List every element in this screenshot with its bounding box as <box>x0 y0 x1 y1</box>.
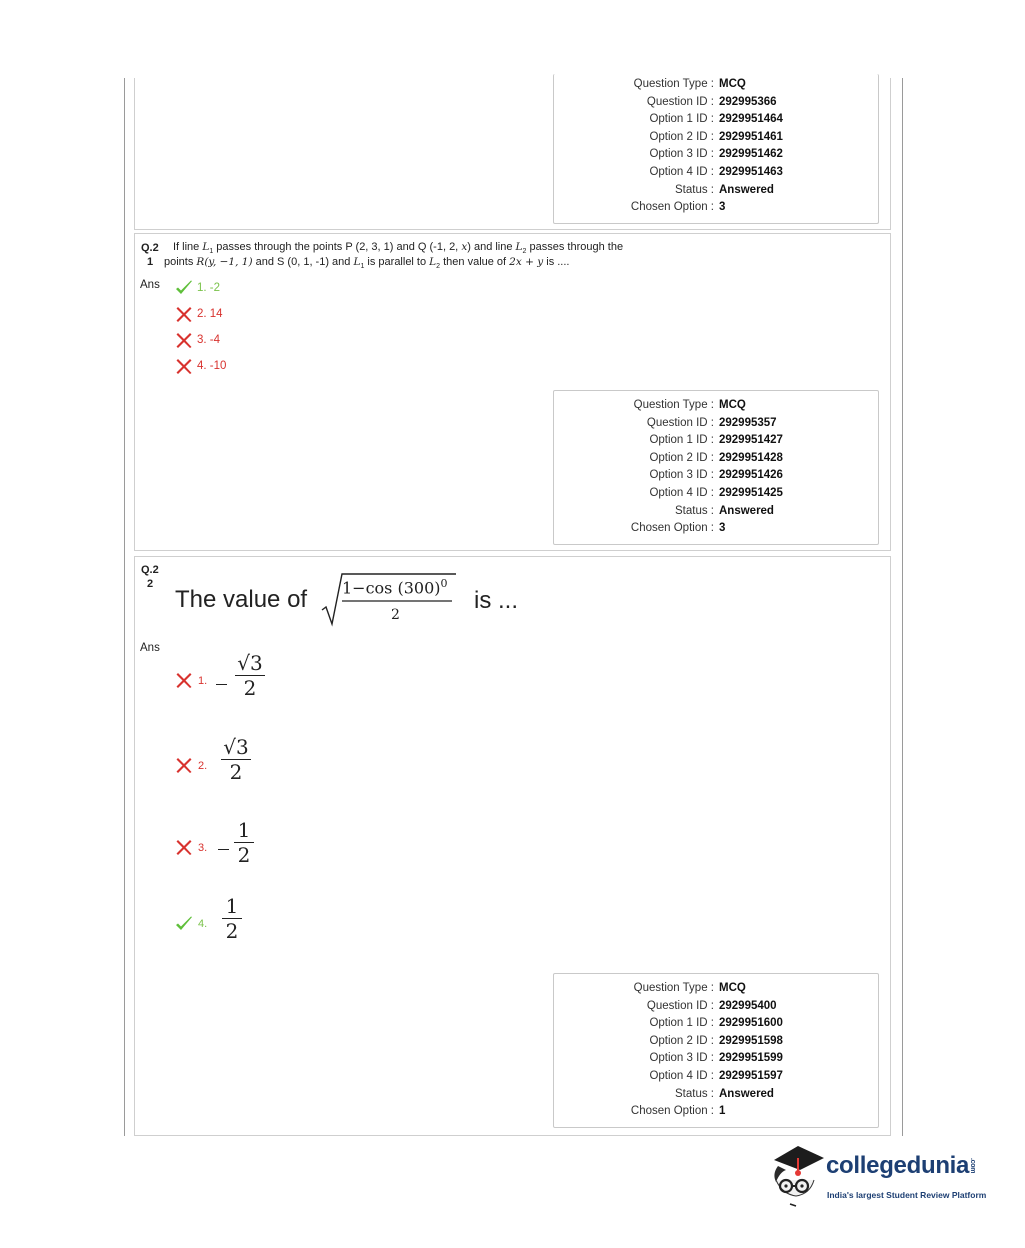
cross-icon <box>175 756 193 774</box>
question-text: then value of <box>440 256 510 268</box>
math-sub: 2 <box>522 248 527 256</box>
info-label: Question ID : <box>646 999 714 1012</box>
math-var: L <box>353 256 361 268</box>
info-label: Option 4 ID : <box>649 1070 714 1082</box>
question-number-line1: Q.2 <box>141 242 159 254</box>
fraction-denominator: 2 <box>225 919 239 943</box>
option-fraction <box>222 894 242 943</box>
info-label: Option 3 ID : <box>649 469 714 482</box>
question-text-tail: is ... <box>474 587 519 614</box>
answer-label: Ans <box>140 642 160 654</box>
math-expr: (y, −1, 1) <box>204 256 253 268</box>
info-label: Question Type : <box>633 399 714 411</box>
question-info-box <box>553 74 879 224</box>
info-value: 2929951427 <box>719 434 783 447</box>
radical-exponent: 0 <box>440 577 448 590</box>
info-label: Option 3 ID : <box>649 1052 714 1065</box>
brand-name <box>826 1152 976 1180</box>
math-sub: 1 <box>360 263 365 271</box>
info-value: 2929951461 <box>719 130 783 143</box>
info-label: Question ID : <box>646 416 714 429</box>
info-label: Chosen Option : <box>630 201 714 214</box>
cross-icon <box>175 838 193 856</box>
info-value: 292995357 <box>719 416 777 429</box>
math-var: L <box>202 241 210 253</box>
info-value: 2929951426 <box>719 469 783 482</box>
info-value: 2929951463 <box>719 166 783 178</box>
check-icon <box>175 279 193 297</box>
math-expr: 2x + y <box>509 256 544 268</box>
option-index: 2. <box>198 760 208 772</box>
question-number-line1: Q.2 <box>141 564 159 576</box>
question-number <box>141 241 159 269</box>
info-value: 2929951425 <box>719 487 783 499</box>
math-var: L <box>429 256 437 268</box>
question-text: ) and line <box>467 241 516 253</box>
info-value: 3 <box>719 522 726 535</box>
option-text: 4. -10 <box>197 360 227 372</box>
check-icon <box>175 915 193 933</box>
option-fraction <box>235 651 265 700</box>
question-text: is parallel to <box>364 256 430 268</box>
info-label: Question ID : <box>646 95 714 108</box>
option-fraction <box>234 818 254 867</box>
collegedunia-mascot-icon <box>768 1142 826 1212</box>
question-number-line2: 1 <box>147 256 154 268</box>
radical-numerator <box>342 577 448 597</box>
info-label: Option 2 ID : <box>649 451 714 464</box>
option-minus <box>218 849 229 850</box>
option-text: 3. -4 <box>197 334 221 346</box>
info-label: Question Type : <box>633 982 714 994</box>
info-value: Answered <box>719 1087 774 1100</box>
question-text: passes through the points P (2, 3, 1) and Q (-1, 2, <box>213 241 462 253</box>
brand-tagline: India's largest Student Review Platform <box>827 1190 987 1200</box>
info-label: Option 4 ID : <box>649 487 714 499</box>
math-var: L <box>515 241 523 253</box>
info-label: Option 1 ID : <box>649 1017 714 1030</box>
math-sub: 2 <box>436 263 441 271</box>
option-index: 1. <box>198 675 208 687</box>
question-text: If line <box>173 241 203 253</box>
question-text-line2 <box>164 255 569 274</box>
info-label: Option 1 ID : <box>649 113 714 126</box>
info-value: 292995400 <box>719 999 777 1012</box>
info-label: Option 4 ID : <box>649 166 714 178</box>
question-text: passes through the <box>526 241 624 253</box>
info-label: Option 2 ID : <box>649 1034 714 1047</box>
option-text: 1. -2 <box>197 282 221 294</box>
fraction-denominator: 2 <box>243 676 257 700</box>
fraction-numerator: 1 <box>237 818 251 842</box>
option-fraction <box>221 735 251 784</box>
fraction-denominator: 2 <box>237 843 251 867</box>
info-label: Status : <box>675 504 714 517</box>
info-label: Chosen Option : <box>630 1105 714 1118</box>
fraction-numerator: √3 <box>237 651 263 675</box>
info-value: 2929951464 <box>719 113 783 126</box>
info-value: MCQ <box>719 982 746 994</box>
cross-icon <box>175 331 193 349</box>
info-label: Option 3 ID : <box>649 148 714 161</box>
info-label: Status : <box>675 1087 714 1100</box>
math-var: x <box>461 241 468 253</box>
info-label: Option 1 ID : <box>649 434 714 447</box>
info-value: 2929951597 <box>719 1070 783 1082</box>
question-text-lead: The value of <box>175 586 308 613</box>
info-label: Chosen Option : <box>630 522 714 535</box>
question-text: and S (0, 1, -1) and <box>252 256 354 268</box>
info-label: Status : <box>675 183 714 196</box>
radical-numerator-text: 1−cos (300) <box>342 578 441 598</box>
question-info-box <box>553 390 879 545</box>
brand-suffix: .com <box>969 1157 977 1173</box>
info-value: 2929951428 <box>719 451 783 464</box>
info-value: 292995366 <box>719 95 777 108</box>
info-value: 2929951599 <box>719 1052 783 1065</box>
fraction-denominator: 2 <box>229 760 243 784</box>
fraction-numerator: 1 <box>225 894 239 918</box>
cross-icon <box>175 305 193 323</box>
question-number-line2: 2 <box>147 578 154 590</box>
info-value: 1 <box>719 1105 726 1118</box>
question-number <box>141 563 159 591</box>
info-label: Question Type : <box>633 78 714 90</box>
info-value: 2929951462 <box>719 148 783 161</box>
info-value: 2929951600 <box>719 1017 783 1030</box>
brand-name-text: collegedunia <box>826 1152 970 1179</box>
info-value: Answered <box>719 183 774 196</box>
cross-icon <box>175 357 193 375</box>
option-index: 4. <box>198 918 208 930</box>
option-index: 3. <box>198 842 208 854</box>
option-minus <box>216 684 227 685</box>
info-value: MCQ <box>719 78 746 90</box>
info-label: Option 2 ID : <box>649 130 714 143</box>
fraction-numerator: √3 <box>223 735 249 759</box>
math-sub: 1 <box>209 248 214 256</box>
info-value: MCQ <box>719 399 746 411</box>
question-info-box <box>553 973 879 1128</box>
info-value: Answered <box>719 504 774 517</box>
info-value: 3 <box>719 201 726 214</box>
answer-label: Ans <box>140 279 160 291</box>
option-text: 2. 14 <box>197 308 223 320</box>
info-value: 2929951598 <box>719 1034 783 1047</box>
question-text: is .... <box>543 256 570 268</box>
cross-icon <box>175 671 193 689</box>
radical-denominator: 2 <box>391 607 400 623</box>
question-text: points <box>164 256 197 268</box>
math-var: R <box>196 256 205 268</box>
